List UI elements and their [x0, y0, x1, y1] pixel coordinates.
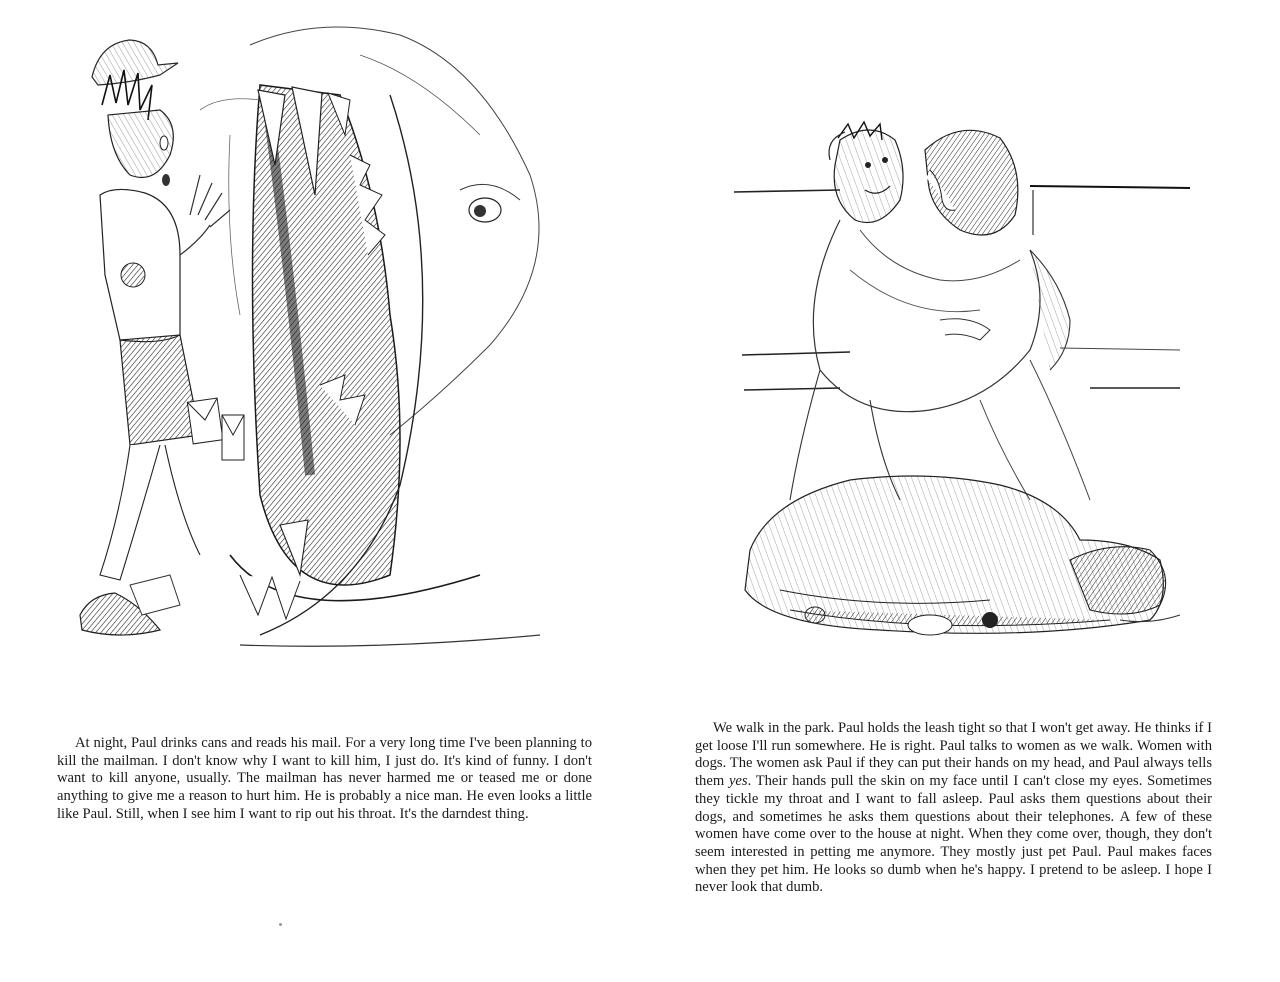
couple-and-dog-illustration — [730, 120, 1200, 650]
paragraph-italic-yes: yes — [728, 773, 748, 790]
right-page-paragraph — [695, 720, 1212, 897]
mailman-sketch-icon — [60, 15, 560, 665]
print-speck — [279, 923, 282, 926]
story-paragraph-mailman: At night, Paul drinks cans and reads his mail. For a very long time I've been planning to kill the mailman. I don't know why I want to kill him, I just do. It's kind of funny. I don't want to kill anyone, usually. The mailman has never harmed me or teased me or done anything to give me a reason to hurt him. He is probably a nice man. He even looks a little like Paul. Still, when I see him I want to rip out his throat. It's the darndest thing. — [57, 735, 592, 822]
left-page-paragraph — [57, 735, 592, 824]
story-paragraph-park — [695, 720, 1212, 897]
paragraph-text-part-1: We walk in the park. Paul holds the leash tight so that I won't get away. He thinks if I get loose I'll run somewhere. He is right. Paul talks to women as we walk. Women with dogs. The women ask Paul if they can put their hands on my head, and Paul always tells them — [695, 720, 1212, 790]
right-page — [640, 0, 1280, 982]
paragraph-text-part-2: . Their hands pull the skin on my face until I can't close my eyes. Sometimes they tickle my throat and I want to fall asleep. Paul asks them questions about their dogs, and sometimes he asks them questions about their telephones. A few of these women have come over to the house at night. When they come over, though, they don't seem interested in petting me anymore. They mostly just pet Paul. Paul makes faces when they pet him. He looks so dumb when he's happy. I pretend to be asleep. I hope I never look that dumb. — [695, 773, 1212, 896]
couple-dog-sketch-icon — [730, 120, 1200, 650]
mailman-illustration — [60, 15, 560, 665]
